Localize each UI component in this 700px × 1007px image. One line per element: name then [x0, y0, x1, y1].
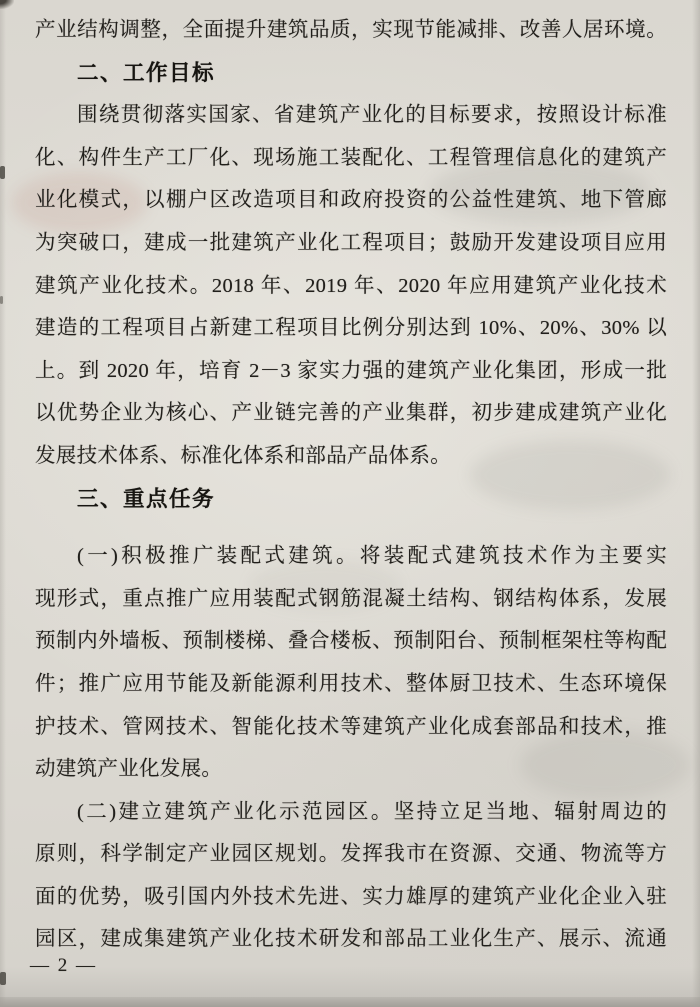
doc-line: 件；推广应用节能及新能源利用技术、整体厨卫技术、生态环境保	[35, 672, 667, 695]
doc-line: 发展技术体系、标准化体系和部品产品体系。	[35, 444, 451, 467]
doc-line: (一)积极推广装配式建筑。将装配式建筑技术作为主要实	[77, 545, 667, 568]
right-edge-shadow	[692, 0, 700, 1007]
edge-speck-artifact	[0, 972, 6, 985]
doc-line: 围绕贯彻落实国家、省建筑产业化的目标要求，按照设计标准	[77, 104, 667, 127]
doc-line: 现形式，重点推广应用装配式钢筋混凝土结构、钢结构体系，发展	[35, 587, 667, 610]
edge-speck-artifact	[0, 296, 3, 304]
doc-line: (二)建立建筑产业化示范园区。坚持立足当地、辐射周边的	[77, 800, 667, 823]
left-edge-shadow	[0, 0, 6, 1007]
doc-line: 业化模式，以棚户区改造项目和政府投资的公益性建筑、地下管廊	[35, 189, 667, 212]
doc-line: 产业结构调整，全面提升建筑品质，实现节能减排、改善人居环境。	[35, 19, 667, 41]
doc-line: 护技术、管网技术、智能化技术等建筑产业化成套部品和技术，推	[35, 715, 667, 738]
doc-line: 建造的工程项目占新建工程项目比例分别达到 10%、20%、30% 以	[35, 317, 667, 340]
bottom-scan-shadow	[0, 997, 700, 1007]
heading-work-goals: 二、工作目标	[77, 60, 216, 85]
doc-line: 上。到 2020 年，培育 2－3 家实力强的建筑产业化集团，形成一批	[35, 359, 667, 382]
doc-line: 为突破口，建成一批建筑产业化工程项目；鼓励开发建设项目应用	[35, 231, 667, 254]
doc-line: 原则，科学制定产业园区规划。发挥我市在资源、交通、物流等方	[35, 843, 667, 866]
doc-line: 面的优势，吸引国内外技术先进、实力雄厚的建筑产业化企业入驻	[35, 885, 667, 908]
doc-line: 以优势企业为核心、产业链完善的产业集群，初步建成建筑产业化	[35, 402, 667, 425]
page-number: — 2 —	[30, 955, 97, 976]
doc-line: 化、构件生产工厂化、现场施工装配化、工程管理信息化的建筑产	[35, 146, 667, 169]
doc-line: 预制内外墙板、预制楼梯、叠合楼板、预制阳台、预制框架柱等构配	[35, 630, 667, 653]
doc-line: 建筑产业化技术。2018 年、2019 年、2020 年应用建筑产业化技术	[35, 274, 667, 297]
edge-speck-artifact	[0, 166, 5, 179]
doc-line: 园区，建成集建筑产业化技术研发和部品工业化生产、展示、流通	[35, 928, 667, 951]
document-body	[35, 9, 667, 961]
corner-smudge-artifact	[0, 0, 14, 9]
heading-key-tasks: 三、重点任务	[77, 486, 216, 511]
doc-line: 动建筑产业化发展。	[35, 758, 223, 781]
